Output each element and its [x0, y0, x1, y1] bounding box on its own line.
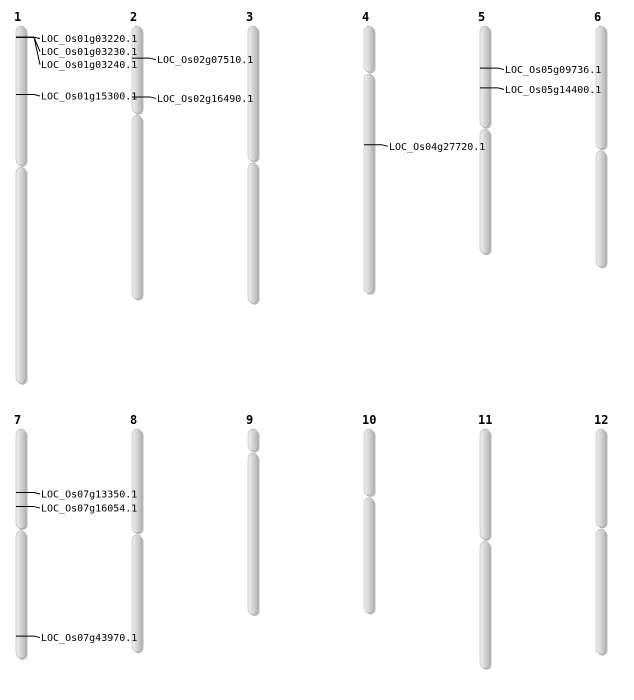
gene-label: LOC_Os04g27720.1	[389, 141, 486, 153]
chromosome-7-q-arm	[16, 531, 26, 659]
chromosome-6-q-arm	[596, 151, 606, 267]
gene-label: LOC_Os01g03220.1	[41, 34, 138, 46]
gene-leader	[150, 97, 156, 99]
chromosomes-layer	[14, 10, 608, 670]
chromosome-label-6: 6	[594, 10, 602, 24]
chromosome-8-p-arm	[132, 429, 142, 533]
chromosome-10-q-arm	[364, 498, 374, 613]
gene-marker	[480, 65, 601, 76]
chromosome-3-q-arm	[248, 163, 258, 303]
chromosome-10	[362, 413, 376, 614]
gene-leader	[34, 493, 40, 495]
gene-marker	[132, 94, 253, 105]
gene-leader	[498, 88, 504, 90]
chromosome-7-p-arm	[16, 429, 26, 529]
chromosome-label-9: 9	[246, 413, 254, 427]
gene-leader	[498, 68, 504, 70]
gene-marker	[480, 85, 601, 96]
gene-marker	[16, 91, 137, 102]
chromosome-label-12: 12	[594, 413, 609, 427]
chromosome-11	[478, 413, 492, 670]
gene-label: LOC_Os05g09736.1	[505, 65, 602, 77]
chromosome-label-2: 2	[130, 10, 138, 24]
chromosome-4-q-arm	[364, 74, 374, 293]
chromosome-1-q-arm	[16, 167, 26, 383]
gene-leader	[34, 636, 40, 638]
chromosome-2-q-arm	[132, 115, 142, 299]
gene-label: LOC_Os01g03230.1	[41, 47, 138, 59]
gene-marker	[16, 490, 137, 501]
chromosome-label-3: 3	[246, 10, 254, 24]
chromosome-1	[14, 10, 28, 385]
chromosome-label-10: 10	[362, 413, 377, 427]
chromosome-9	[246, 413, 260, 616]
gene-leader	[34, 94, 40, 96]
gene-marker	[16, 504, 137, 515]
chromosome-5	[478, 10, 492, 255]
chromosome-label-1: 1	[14, 10, 22, 24]
gene-label: LOC_Os02g07510.1	[157, 55, 254, 67]
gene-markers-layer	[16, 34, 601, 644]
gene-label: LOC_Os07g16054.1	[41, 503, 138, 515]
gene-marker	[364, 142, 485, 153]
gene-leader	[382, 145, 388, 147]
chromosome-label-4: 4	[362, 10, 370, 24]
chromosome-7	[14, 413, 28, 660]
chromosome-12	[594, 413, 608, 656]
chromosome-label-5: 5	[478, 10, 486, 24]
gene-label: LOC_Os07g43970.1	[41, 633, 138, 645]
gene-leader	[150, 58, 156, 60]
gene-label: LOC_Os07g13350.1	[41, 489, 138, 501]
chromosome-9-q-arm	[248, 453, 258, 615]
gene-label: LOC_Os01g15300.1	[41, 91, 138, 103]
chromosome-label-8: 8	[130, 413, 138, 427]
gene-label: LOC_Os05g14400.1	[505, 84, 602, 96]
chromosome-4	[362, 10, 376, 295]
chromosome-11-p-arm	[480, 429, 490, 539]
chromosome-label-7: 7	[14, 413, 22, 427]
chromosome-8	[130, 413, 144, 653]
chromosome-10-p-arm	[364, 429, 374, 496]
gene-marker	[16, 633, 137, 644]
chromosome-12-p-arm	[596, 429, 606, 527]
gene-leader	[34, 507, 40, 509]
chromosome-11-q-arm	[480, 541, 490, 668]
chromosome-9-p-arm	[248, 429, 258, 451]
gene-marker	[132, 55, 253, 66]
chromosome-5-p-arm	[480, 26, 490, 127]
gene-label: LOC_Os02g16490.1	[157, 93, 254, 105]
gene-label: LOC_Os01g03240.1	[41, 60, 138, 72]
chromosome-12-q-arm	[596, 529, 606, 654]
gene-leader	[34, 37, 40, 64]
chromosome-label-11: 11	[478, 413, 493, 427]
chromosome-1-p-arm	[16, 26, 26, 165]
chromosome-4-p-arm	[364, 26, 374, 72]
chromosome-6	[594, 10, 608, 268]
